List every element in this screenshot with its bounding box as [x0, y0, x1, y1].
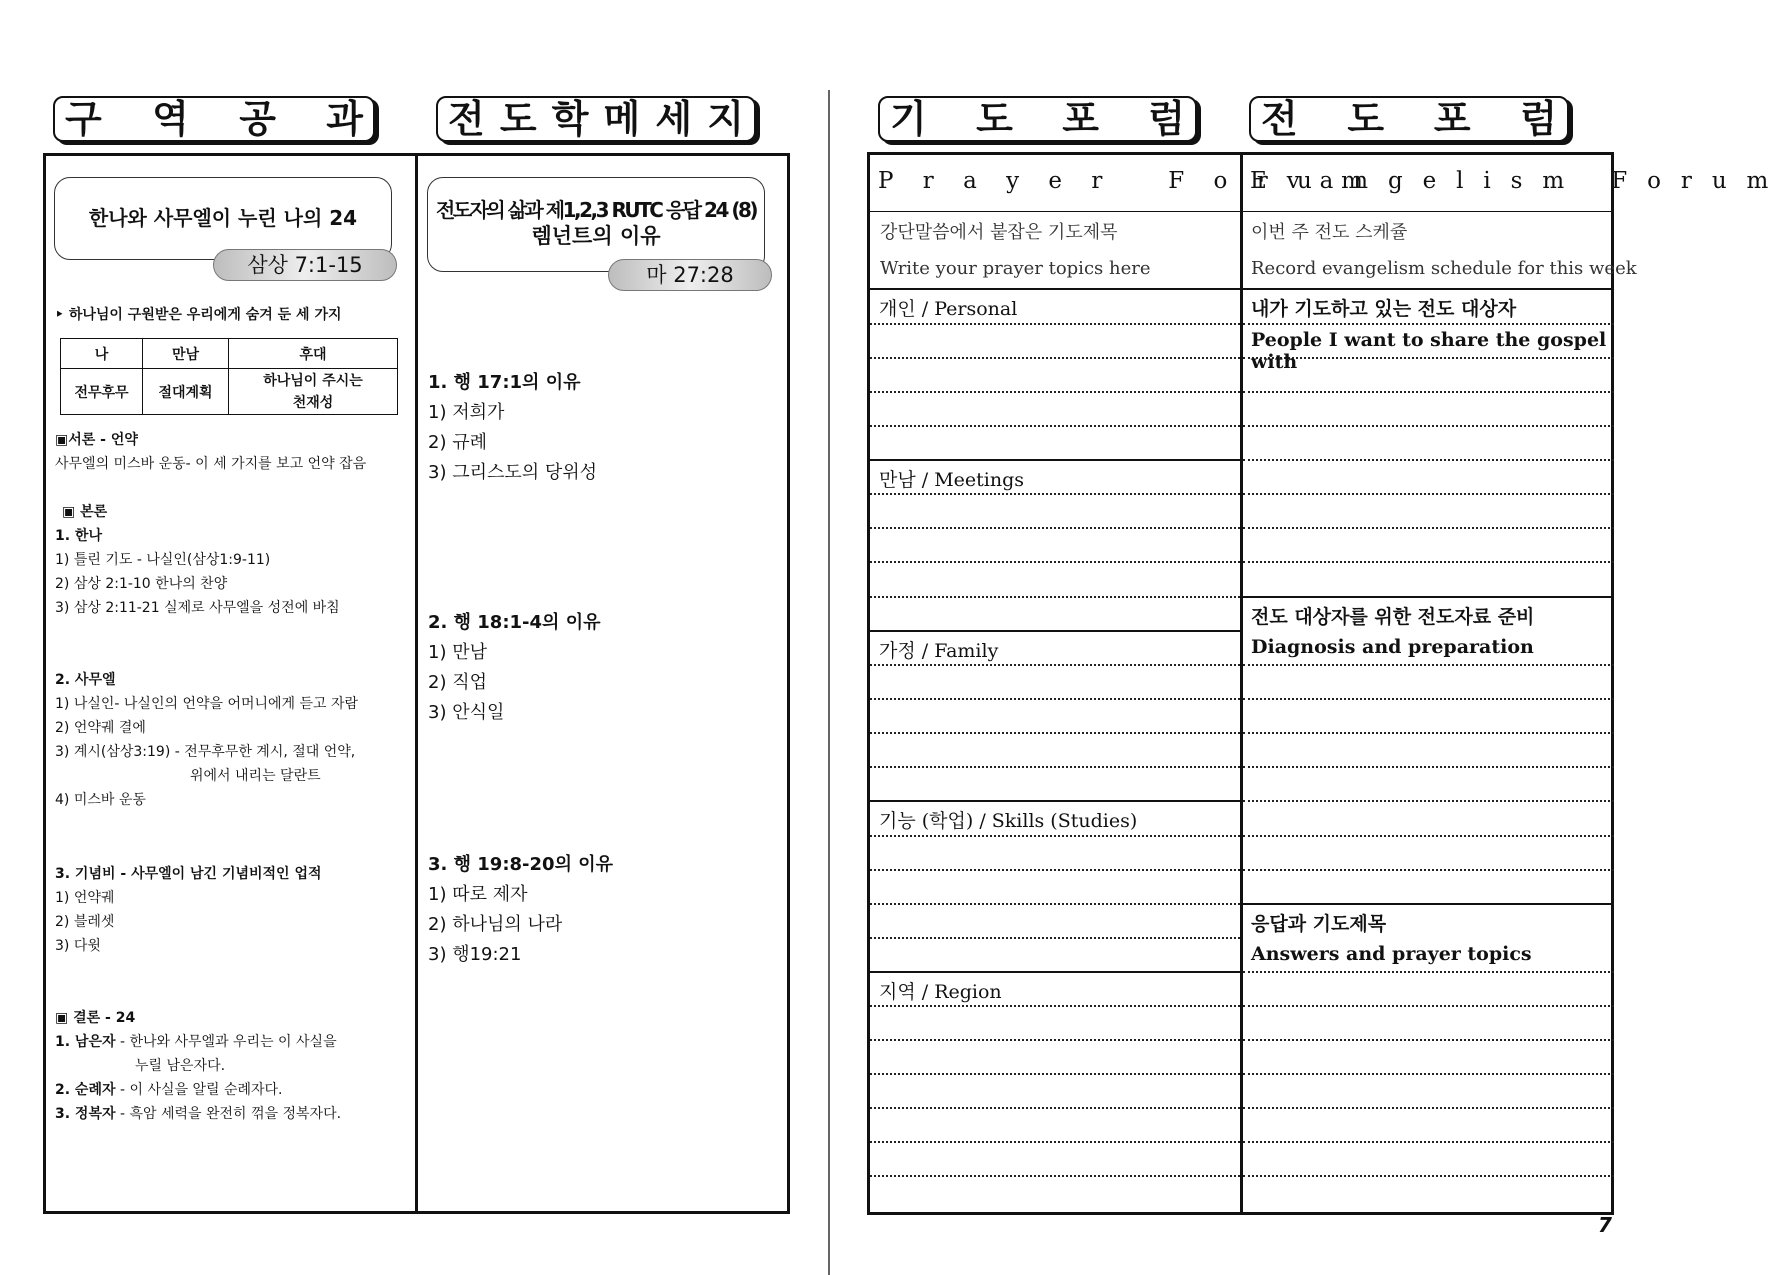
header-char: 구 — [65, 97, 102, 141]
three-things-table — [60, 338, 398, 415]
header-char: 공 — [239, 97, 276, 141]
prayer-section-divider — [870, 800, 1240, 802]
message-scripture-ref: 마 27:28 — [608, 259, 772, 291]
header-prayer-forum — [878, 96, 1197, 142]
evangelism-write-line — [1243, 732, 1614, 734]
prayer-write-line — [870, 766, 1240, 768]
section-line: 2) 언약궤 결에 — [55, 720, 146, 736]
section-heading: 2. 사무엘 — [55, 672, 116, 688]
evangelism-write-line — [1243, 869, 1614, 871]
prayer-subtitle-en: Write your prayer topics here — [880, 258, 1151, 279]
evangelism-write-line — [1243, 800, 1614, 802]
prayer-category-personal: 개인 / Personal — [879, 298, 1018, 320]
evangelism-write-line — [1243, 425, 1614, 427]
evangelism-section-divider — [1243, 903, 1614, 905]
prayer-section-divider — [870, 971, 1240, 973]
body-heading: ▣ 본론 — [62, 504, 108, 520]
section-line: 1) 나실인- 나실인의 언약을 어머니에게 듣고 자람 — [55, 696, 359, 712]
message-line: 3) 행19:21 — [428, 944, 522, 965]
prayer-write-line — [870, 903, 1240, 905]
evangelism-write-line — [1243, 766, 1614, 768]
header-char: 전 — [1261, 97, 1298, 141]
forum-subtitle-divider — [870, 288, 1614, 290]
header-char: 포 — [1062, 97, 1099, 141]
prayer-write-line — [870, 1005, 1240, 1007]
page-number: 7 — [1598, 1213, 1612, 1237]
prayer-write-line — [870, 1039, 1240, 1041]
conclusion-label: 3. 정복자 — [55, 1106, 116, 1122]
table-header: 만남 — [143, 339, 229, 369]
message-line: 1) 만남 — [428, 642, 487, 663]
prayer-write-line — [870, 698, 1240, 700]
message-heading: 1. 행 17:1의 이유 — [428, 372, 581, 393]
conclusion-text: - 흑암 세력을 완전히 꺾을 정복자다. — [115, 1106, 342, 1122]
prayer-subtitle-ko: 강단말씀에서 붙잡은 기도제목 — [880, 222, 1118, 243]
lesson-intro: ‣ 하나님이 구원받은 우리에게 숨겨 둔 세 가지 — [55, 307, 342, 323]
message-line: 1) 따로 제자 — [428, 884, 528, 905]
prayer-write-line — [870, 493, 1240, 495]
prayer-write-line — [870, 732, 1240, 734]
evangelism-write-line — [1243, 1005, 1614, 1007]
evangelism-subtitle-en: Record evangelism schedule for this week — [1251, 258, 1637, 279]
section-line: 1) 언약궤 — [55, 890, 115, 906]
header-char: 과 — [326, 97, 363, 141]
evangelism-section-targets-en: People I want to share the gospel with — [1251, 329, 1607, 373]
prayer-write-line — [870, 937, 1240, 939]
evangelism-write-line — [1243, 561, 1614, 563]
section-line: 2) 삼상 2:1-10 한나의 찬양 — [55, 576, 228, 592]
header-char: 지 — [707, 97, 744, 141]
table-header: 후대 — [229, 339, 398, 369]
evangelism-write-line — [1243, 664, 1614, 666]
prayer-write-line — [870, 1175, 1240, 1177]
header-char: 도 — [499, 97, 537, 141]
conclusion-label: 2. 순례자 — [55, 1082, 116, 1098]
evangelism-write-line — [1243, 459, 1614, 461]
evangelism-forum-title: E v a n g e l i s m F o r u m — [1250, 168, 1775, 194]
intro-text: 사무엘의 미스바 운동- 이 세 가지를 보고 언약 잡음 — [55, 456, 367, 472]
section-line: 4) 미스바 운동 — [55, 792, 146, 808]
prayer-write-line — [870, 425, 1240, 427]
prayer-category-meetings: 만남 / Meetings — [879, 469, 1024, 491]
evangelism-section-answers-ko: 응답과 기도제목 — [1251, 913, 1387, 935]
evangelism-section-divider — [1243, 596, 1614, 598]
header-char: 메 — [603, 97, 641, 141]
message-line: 3) 그리스도의 당위성 — [428, 462, 598, 483]
conclusion-text: - 이 사실을 알릴 순례자다. — [115, 1082, 283, 1098]
prayer-section-divider — [870, 630, 1240, 632]
conclusion-line — [55, 1030, 337, 1054]
table-cell — [229, 369, 398, 415]
header-char: 전 — [448, 97, 485, 141]
evangelism-section-prep-en: Diagnosis and preparation — [1251, 636, 1534, 658]
header-evangelism-message — [436, 96, 756, 142]
header-char: 도 — [1347, 97, 1385, 141]
evangelism-write-line — [1243, 835, 1614, 837]
evangelism-write-line — [1243, 1039, 1614, 1041]
lesson-scripture-ref: 삼상 7:1-15 — [213, 249, 397, 281]
evangelism-section-targets-ko: 내가 기도하고 있는 전도 대상자 — [1251, 298, 1517, 320]
prayer-category-skills: 기능 (학업) / Skills (Studies) — [879, 810, 1138, 832]
prayer-forum-title: P r a y e r F o r u m — [878, 168, 1374, 194]
header-char: 기 — [890, 97, 927, 141]
lesson-title-box — [54, 177, 392, 260]
message-heading: 3. 행 19:8-20의 이유 — [428, 854, 614, 875]
section-line: 3) 삼상 2:11-21 실제로 사무엘을 성전에 바침 — [55, 600, 340, 616]
evangelism-write-line — [1243, 493, 1614, 495]
evangelism-write-line — [1243, 323, 1614, 325]
prayer-write-line — [870, 1141, 1240, 1143]
evangelism-write-line — [1243, 391, 1614, 393]
forum-column-divider — [1240, 152, 1243, 1215]
evangelism-write-line — [1243, 698, 1614, 700]
section-heading: 1. 한나 — [55, 528, 102, 544]
evangelism-write-line — [1243, 971, 1614, 973]
header-char: 럼 — [1148, 97, 1185, 141]
prayer-write-line — [870, 561, 1240, 563]
section-line: 3) 계시(삼상3:19) - 전무후무한 계시, 절대 언약, — [55, 744, 356, 760]
message-title-box — [427, 177, 765, 272]
conclusion-heading: ▣ 결론 - 24 — [55, 1010, 136, 1026]
prayer-write-line — [870, 869, 1240, 871]
evangelism-subtitle-ko: 이번 주 전도 스케쥴 — [1251, 222, 1408, 243]
lesson-column-divider — [415, 153, 418, 1214]
header-char: 학 — [551, 97, 589, 141]
prayer-write-line — [870, 527, 1240, 529]
prayer-write-line — [870, 391, 1240, 393]
header-char: 세 — [655, 97, 693, 141]
prayer-write-line — [870, 835, 1240, 837]
header-district-lesson — [53, 96, 375, 142]
evangelism-write-line — [1243, 1141, 1614, 1143]
evangelism-write-line — [1243, 1073, 1614, 1075]
header-char: 역 — [152, 97, 189, 141]
evangelism-section-prep-ko: 전도 대상자를 위한 전도자료 준비 — [1251, 606, 1535, 628]
prayer-write-line — [870, 323, 1240, 325]
conclusion-line: 누릴 남은자다. — [135, 1058, 226, 1074]
prayer-write-line — [870, 1073, 1240, 1075]
message-title-line1: 전도자의 삶과 제1,2,3 RUTC 응답 24 (8) — [435, 198, 757, 222]
evangelism-write-line — [1243, 1175, 1614, 1177]
intro-heading: ▣서론 - 언약 — [55, 432, 138, 448]
conclusion-line — [55, 1078, 283, 1102]
message-line: 2) 하나님의 나라 — [428, 914, 563, 935]
section-line: 3) 다윗 — [55, 938, 101, 954]
prayer-write-line — [870, 357, 1240, 359]
prayer-write-line — [870, 1107, 1240, 1109]
evangelism-section-answers-en: Answers and prayer topics — [1251, 943, 1532, 965]
section-line: 1) 틀린 기도 - 나실인(삼상1:9-11) — [55, 552, 271, 568]
header-char: 럼 — [1520, 97, 1557, 141]
conclusion-label: 1. 남은자 — [55, 1034, 116, 1050]
message-line: 2) 규례 — [428, 432, 487, 453]
header-char: 도 — [976, 97, 1013, 141]
forum-title-divider — [870, 211, 1614, 212]
section-line: 2) 블레셋 — [55, 914, 115, 930]
table-header: 나 — [61, 339, 143, 369]
evangelism-write-line — [1243, 527, 1614, 529]
header-char: 포 — [1433, 97, 1471, 141]
page-divider — [828, 90, 830, 1275]
table-cell: 절대계획 — [143, 369, 229, 415]
lesson-title: 한나와 사무엘이 누린 나의 24 — [88, 206, 358, 230]
table-cell-text: 하나님이 주시는 천재성 — [263, 372, 363, 411]
message-heading: 2. 행 18:1-4의 이유 — [428, 612, 601, 633]
message-line: 2) 직업 — [428, 672, 487, 693]
message-line: 3) 안식일 — [428, 702, 505, 723]
conclusion-text: - 한나와 사무엘과 우리는 이 사실을 — [115, 1034, 337, 1050]
message-title-line2: 렘넌트의 이유 — [531, 224, 661, 248]
table-cell: 전무후무 — [61, 369, 143, 415]
section-heading: 3. 기념비 - 사무엘이 남긴 기념비적인 업적 — [55, 866, 322, 882]
prayer-category-family: 가정 / Family — [879, 640, 999, 662]
prayer-write-line — [870, 664, 1240, 666]
conclusion-line — [55, 1102, 341, 1126]
prayer-category-region: 지역 / Region — [879, 981, 1002, 1003]
evangelism-write-line — [1243, 1107, 1614, 1109]
header-evangelism-forum — [1249, 96, 1569, 142]
prayer-write-line — [870, 596, 1240, 598]
message-line: 1) 저희가 — [428, 402, 505, 423]
prayer-section-divider — [870, 459, 1240, 461]
section-line: 위에서 내리는 달란트 — [190, 768, 321, 784]
